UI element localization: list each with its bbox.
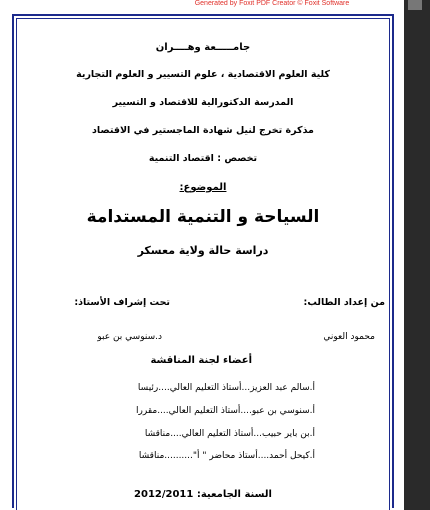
committee-member-1: أ.سالم عبد العزيز...أستاذ التعليم العالي....رئيسا — [137, 383, 315, 393]
supervisor-label: تحت إشراف الأستاذ: — [74, 297, 170, 308]
committee-member-3: أ.بن باير حبيب...أستاذ التعليم العالي....مناقشا — [144, 429, 315, 439]
supervisor-name: د.سنوسي بن عبو — [97, 332, 162, 342]
student-label: من إعداد الطالب: — [303, 297, 385, 308]
viewer-side-panel — [404, 0, 430, 510]
specialty: تخصص : اقتصاد التنمية — [148, 153, 258, 164]
doctoral-school: المدرسة الدكتورالية للاقتصاد و التسيير — [112, 97, 294, 108]
faculty-name: كلية العلوم الاقتصادية ، علوم التسيير و العلوم التجارية — [76, 69, 330, 80]
thesis-subtitle: دراسة حالة ولاية معسكر — [137, 244, 269, 257]
university-name: جامـــــعة وهــــران — [155, 42, 251, 53]
thesis-title: السياحة و التنمية المستدامة — [86, 207, 320, 227]
committee-member-2: أ.سنوسي بن عبو....أستاذ التعليم العالي....مقررا — [136, 406, 315, 416]
thesis-note: مذكرة تخرج لنيل شهادة الماجستير في الاقتصاد — [92, 125, 314, 136]
scrollbar-thumb[interactable] — [408, 0, 422, 10]
committee-title: أعضاء لجنة المناقشة — [150, 355, 252, 366]
student-name: محمود العوني — [323, 332, 375, 342]
committee-member-4: أ.كيحل أحمد....أستاذ محاضر " أ"..........مناقشا — [138, 451, 315, 461]
watermark-text: Generated by Foxit PDF Creator © Foxit Software — [194, 0, 350, 7]
academic-year: السنة الجامعية: 2012/2011 — [134, 489, 272, 500]
subject-label: الموضوع: — [179, 182, 227, 193]
